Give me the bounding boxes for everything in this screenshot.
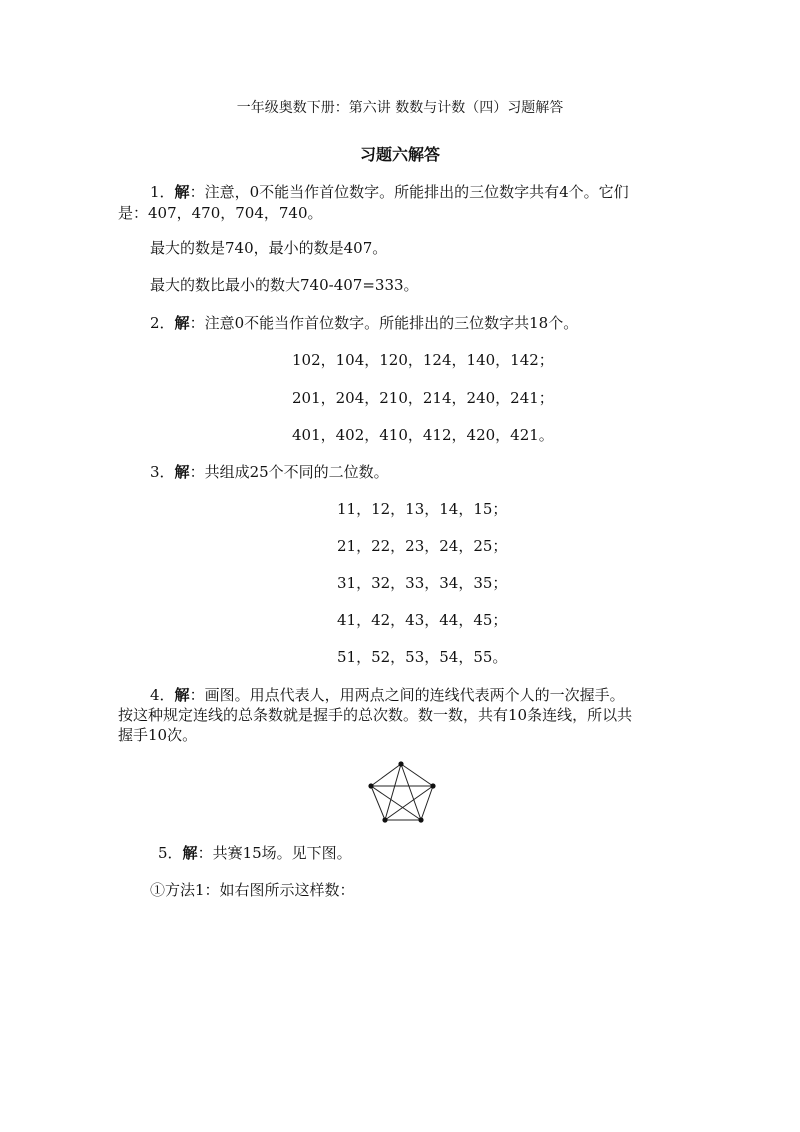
answer-5-number: 5． xyxy=(158,844,183,862)
answer-5-text-1: ：共赛15场。见下图。 xyxy=(197,844,352,862)
answer-3-label: 解 xyxy=(174,463,190,481)
answer-3-text-1: ：共组成25个不同的二位数。 xyxy=(189,463,389,481)
answer-4-line-3: 握手10次。 xyxy=(118,726,198,744)
answer-4-line-2: 按这种规定连线的总条数就是握手的总次数。数一数，共有10条连线，所以共 xyxy=(118,706,633,724)
answer-2-line-1 xyxy=(150,313,578,333)
answer-5-line-1 xyxy=(158,843,352,863)
diagram-edge xyxy=(401,764,433,786)
answer-3-row: 31，32，33，34，35； xyxy=(337,574,508,592)
diagram-edge xyxy=(385,764,401,820)
answer-3-row: 21，22，23，24，25； xyxy=(337,537,508,555)
answer-2-label: 解 xyxy=(174,314,190,332)
handshake-diagram xyxy=(365,758,439,828)
answer-2-row: 401，402，410，412，420，421。 xyxy=(292,426,554,444)
answer-2-text-1: ：注意0不能当作首位数字。所能排出的三位数字共18个。 xyxy=(189,314,579,332)
page-title: 习题六解答 xyxy=(359,145,440,164)
diagram-edge xyxy=(401,764,421,820)
answer-3-number: 3． xyxy=(150,463,175,481)
answer-5-label: 解 xyxy=(182,844,198,862)
page-header: 一年级奥数下册：第六讲 数数与计数（四）习题解答 xyxy=(236,100,564,116)
answer-2-row: 201，204，210，214，240，241； xyxy=(292,389,554,407)
answer-4-number: 4． xyxy=(150,686,175,704)
diagram-edge xyxy=(371,764,401,786)
answer-4-line-1 xyxy=(150,685,625,705)
diagram-node xyxy=(398,761,403,766)
answer-3-line-1 xyxy=(150,462,389,482)
diagram-node xyxy=(418,817,423,822)
answer-3-row: 11，12，13，14，15； xyxy=(337,500,508,518)
diagram-edge xyxy=(385,786,433,820)
answer-3-row: 41，42，43，44，45； xyxy=(337,611,508,629)
diagram-node xyxy=(430,783,435,788)
diagram-edge xyxy=(421,786,433,820)
answer-5-line-2: ①方法1：如右图所示这样数： xyxy=(150,881,355,899)
answer-1-number: 1． xyxy=(150,183,175,201)
answer-1-label: 解 xyxy=(174,183,190,201)
answer-2-row: 102，104，120，124，140，142； xyxy=(292,351,554,369)
answer-1-line-3: 最大的数是740，最小的数是407。 xyxy=(150,239,388,257)
answer-2-number: 2． xyxy=(150,314,175,332)
answer-1-line-4: 最大的数比最小的数大740-407=333。 xyxy=(150,276,419,294)
answer-1-line-1 xyxy=(150,182,629,202)
answer-1-text-1: ：注意，0不能当作首位数字。所能排出的三位数字共有4个。它们 xyxy=(189,183,629,201)
answer-3-row: 51，52，53，54，55。 xyxy=(337,648,508,666)
diagram-node xyxy=(368,783,373,788)
answer-4-label: 解 xyxy=(174,686,190,704)
answer-4-text-1: ：画图。用点代表人，用两点之间的连线代表两个人的一次握手。 xyxy=(189,686,625,704)
diagram-node xyxy=(382,817,387,822)
answer-1-line-2: 是：407，470，704，740。 xyxy=(118,204,323,222)
